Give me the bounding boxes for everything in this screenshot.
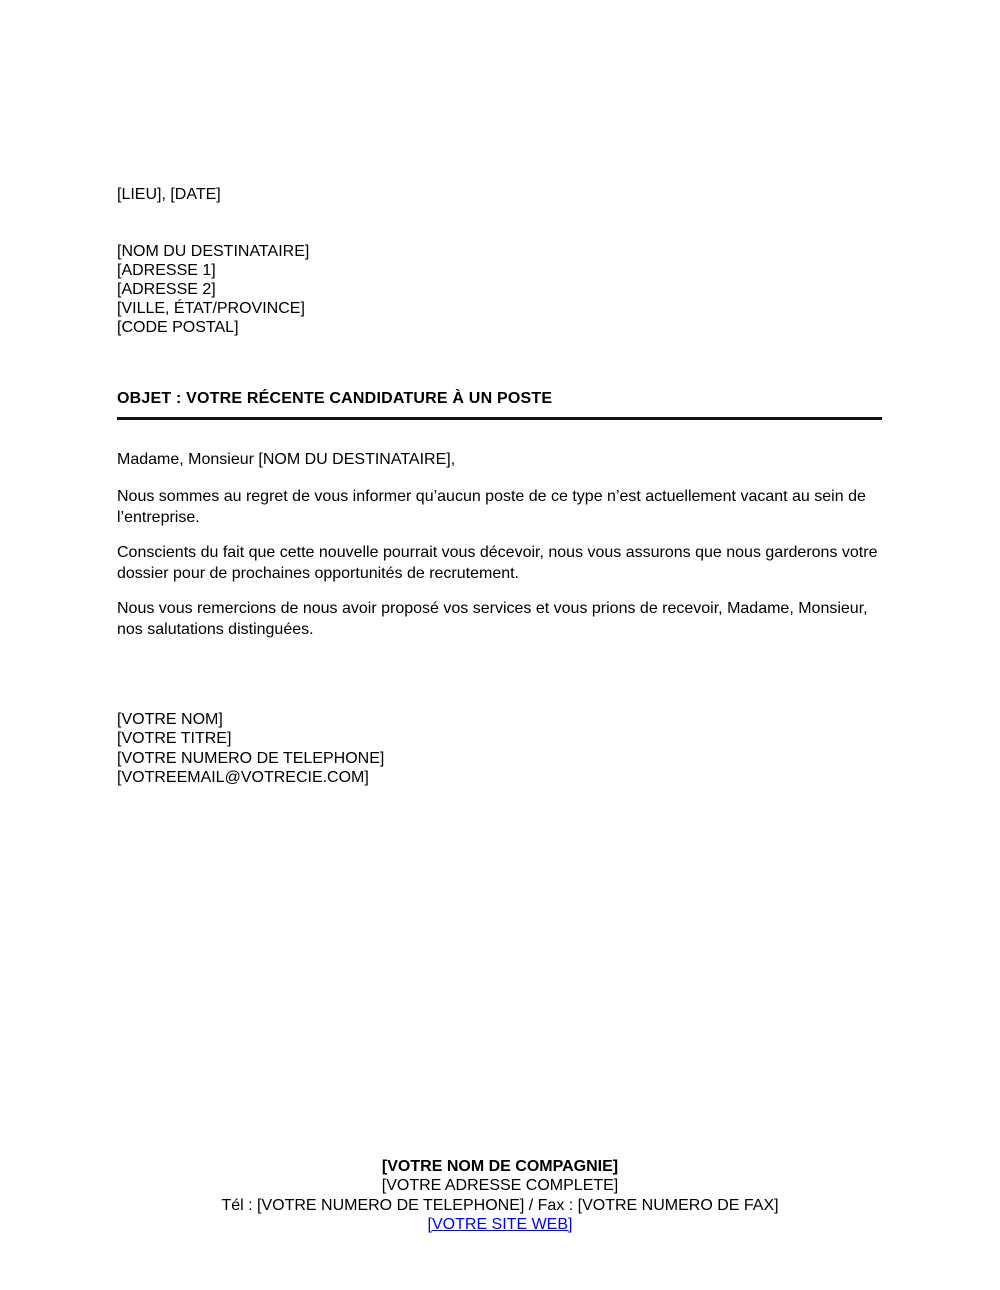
body-paragraph-1: Nous sommes au regret de vous informer qu’aucun poste de ce type n’est actuellement vacant au sein de l’entreprise. [117, 488, 866, 526]
footer-website-link[interactable]: [VOTRE SITE WEB] [427, 1215, 573, 1233]
body-paragraph-3: Nous vous remercions de nous avoir proposé vos services et vous prions de recevoir, Madame, Monsieur, nos salutations distinguées. [117, 600, 868, 638]
salutation: Madame, Monsieur [NOM DU DESTINATAIRE], [117, 451, 456, 468]
footer-tel-fax: Tél : [VOTRE NUMERO DE TELEPHONE] / Fax : [VOTRE NUMERO DE FAX] [221, 1196, 779, 1214]
subject-line: OBJET : VOTRE RÉCENTE CANDIDATURE À UN POSTE [117, 390, 553, 407]
recipient-postal-code: [CODE POSTAL] [117, 319, 239, 336]
recipient-city-state: [VILLE, ÉTAT/PROVINCE] [117, 300, 305, 317]
date-line: [LIEU], [DATE] [117, 186, 221, 203]
footer-company-address: [VOTRE ADRESSE COMPLETE] [381, 1177, 619, 1195]
signature-email: [VOTREEMAIL@VOTRECIE.COM] [117, 768, 369, 786]
body-paragraph-2: Conscients du fait que cette nouvelle pourrait vous décevoir, nous vous assurons que nous garderons votre dossier pour de prochaines opportunités de recrutement. [117, 544, 878, 582]
footer-company-name: [VOTRE NOM DE COMPAGNIE] [381, 1158, 619, 1175]
signature-phone: [VOTRE NUMERO DE TELEPHONE] [117, 749, 385, 767]
recipient-block [117, 242, 309, 337]
signature-title: [VOTRE TITRE] [117, 730, 232, 748]
recipient-address2: [ADRESSE 2] [117, 281, 216, 298]
company-footer [0, 1157, 1000, 1234]
recipient-name: [NOM DU DESTINATAIRE] [117, 243, 310, 260]
signature-name: [VOTRE NOM] [117, 711, 223, 728]
subject-divider-rule [117, 417, 882, 420]
recipient-address1: [ADRESSE 1] [117, 262, 216, 279]
signature-block [117, 710, 384, 787]
